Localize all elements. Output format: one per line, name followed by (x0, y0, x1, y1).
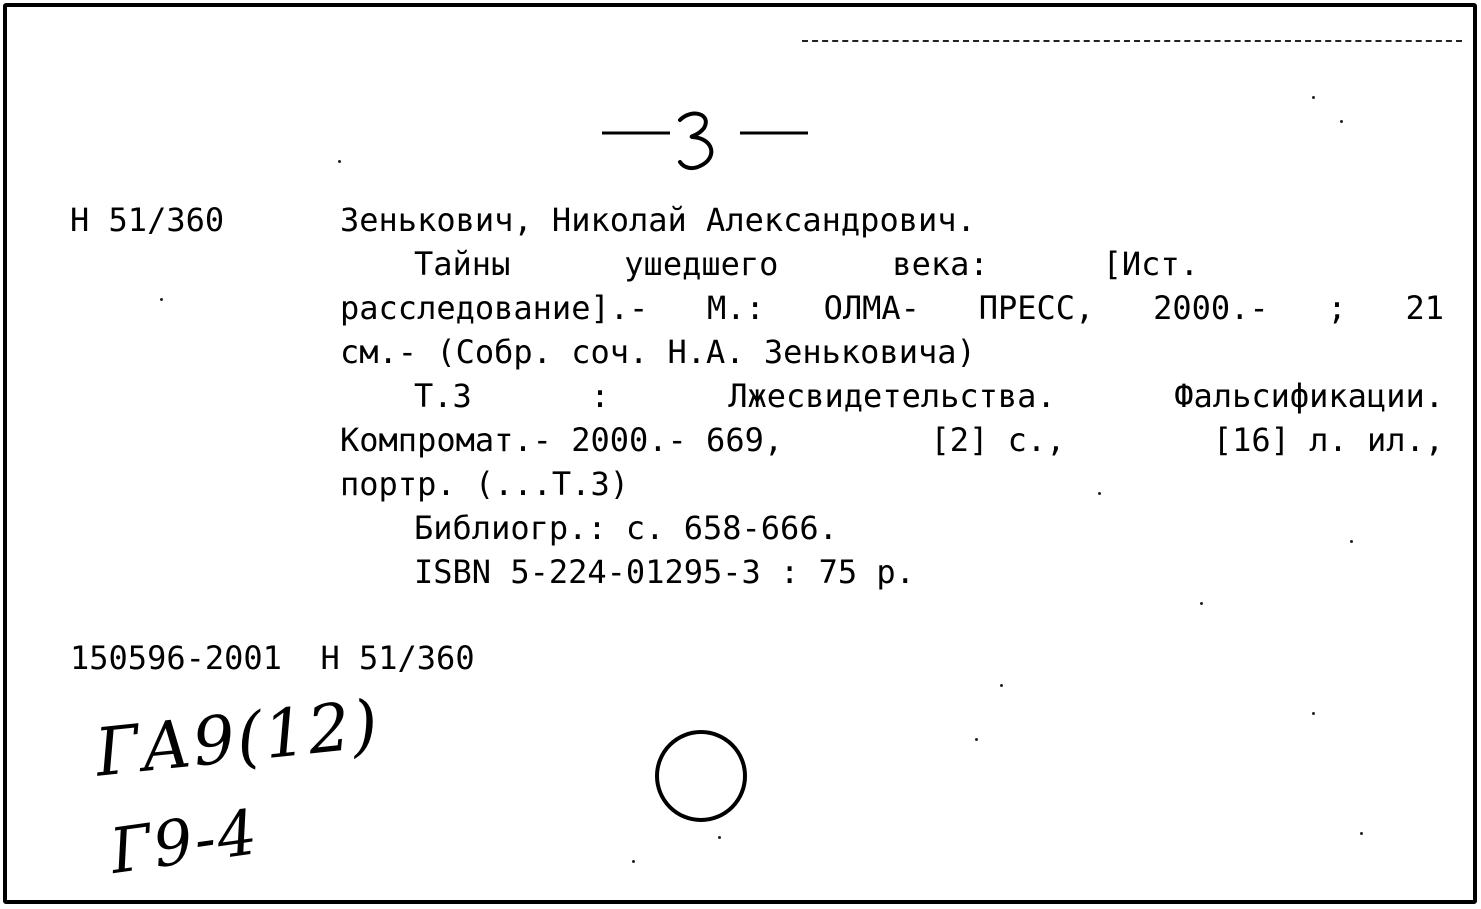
scan-speck (1098, 492, 1101, 495)
volume-line-3: портр. (...Т.3) (340, 465, 629, 503)
volume-word: Лжесвидетельства. (728, 377, 1056, 415)
volume-segment: [16] л. ил., (1212, 421, 1444, 459)
inventory-number: 150596-2001 Н 51/360 (70, 639, 475, 677)
volume-word: Т.3 (414, 377, 472, 415)
volume-segment: [2] с., (930, 421, 1066, 459)
title-word: ушедшего (624, 245, 779, 283)
title-line-3: см.- (Собр. соч. Н.А. Зеньковича) (340, 333, 976, 371)
volume-line-1 (340, 374, 1450, 418)
scan-speck (160, 298, 163, 301)
scan-speck (1312, 712, 1315, 715)
shelfmark: Н 51/360 (70, 201, 225, 239)
page-number-handwritten (600, 100, 810, 180)
volume-word: : (590, 377, 610, 415)
scan-speck (718, 836, 721, 839)
handwritten-index: Г9-4 (105, 794, 264, 889)
scan-speck (975, 738, 978, 741)
bibliography-note: Библиогр.: с. 658-666. (414, 509, 838, 547)
volume-word: Фальсификации. (1174, 377, 1444, 415)
top-dashed-rule (802, 40, 1462, 42)
handwritten-classification: ГА9(12) (91, 685, 384, 792)
bibliographic-entry (340, 198, 1450, 594)
title-word: [Ист. (1102, 245, 1199, 283)
isbn-price: ISBN 5-224-01295-3 : 75 р. (414, 553, 915, 591)
author-heading: Зенькович, Николай Александрович. (340, 201, 976, 239)
scan-speck (1340, 120, 1343, 123)
scan-speck (1000, 684, 1003, 687)
title-word: века: (892, 245, 989, 283)
volume-segment: Компромат.- 2000.- 669, (340, 421, 784, 459)
title-word: Тайны (414, 245, 511, 283)
scan-speck (1360, 832, 1363, 835)
scan-speck (632, 860, 635, 863)
volume-line-2 (340, 418, 1450, 462)
scan-speck (1312, 96, 1315, 99)
scan-speck (1350, 540, 1353, 543)
title-line-1 (340, 242, 1450, 286)
scan-speck (1200, 602, 1203, 605)
title-line-2: расследование].- М.: ОЛМА- ПРЕСС, 2000.- ; 21 (340, 289, 1444, 327)
page-number-drawing (600, 100, 810, 180)
scan-speck (338, 160, 341, 163)
circle-stamp (655, 730, 747, 822)
